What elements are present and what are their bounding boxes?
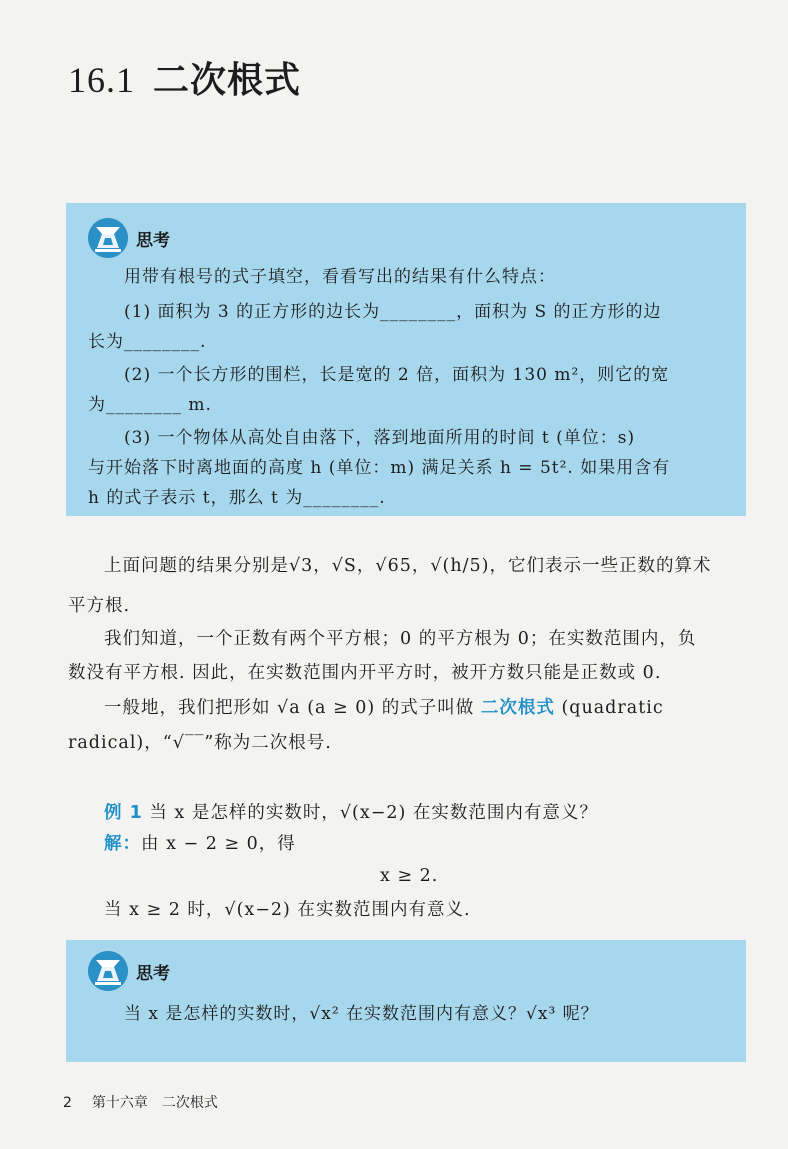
thinker-icon — [88, 218, 128, 258]
think-q1-line1: (1) 面积为 3 的正方形的边长为________，面积为 S 的正方形的边 — [124, 302, 662, 322]
para-2-line1: 我们知道，一个正数有两个平方根；0 的平方根为 0；在实数范围内，负 — [104, 629, 697, 649]
solution-result: x ≥ 2. — [380, 866, 439, 886]
think-box-1 — [66, 203, 746, 516]
para-1-line1: 上面问题的结果分别是√3，√S，√65，√(h/5)，它们表示一些正数的算术 — [104, 556, 712, 576]
para-1-line2: 平方根. — [68, 596, 131, 616]
think-q3-line1: (3) 一个物体从高处自由落下，落到地面所用的时间 t (单位：s) — [124, 428, 636, 448]
solution-label: 解： — [104, 834, 141, 854]
thinker-icon — [88, 951, 128, 991]
page-number: 2 — [63, 1095, 72, 1111]
para-3-pre: 一般地，我们把形如 √a (a ≥ 0) 的式子叫做 — [104, 698, 475, 718]
solution-text: 由 x − 2 ≥ 0，得 — [141, 834, 296, 854]
think-q3-line2: 与开始落下时离地面的高度 h (单位：m) 满足关系 h = 5t². 如果用含有 — [88, 458, 671, 478]
think-q2-line2: 为________ m. — [88, 395, 212, 415]
solution-conclusion: 当 x ≥ 2 时，√(x−2) 在实数范围内有意义. — [104, 900, 471, 920]
para-3-post: (quadratic — [561, 698, 664, 718]
think-header-2 — [88, 950, 170, 992]
section-title — [68, 52, 301, 103]
section-number: 16.1 — [68, 60, 135, 100]
chapter-number: 第十六章 — [91, 1095, 148, 1111]
example-question-text: 当 x 是怎样的实数时，√(x−2) 在实数范围内有意义？ — [149, 803, 598, 823]
think-intro: 用带有根号的式子填空，看看写出的结果有什么特点： — [124, 267, 556, 287]
think-label: 思考 — [136, 230, 170, 251]
example-label: 例 1 — [104, 803, 143, 823]
think-q1-line2: 长为________. — [88, 332, 207, 352]
para-2-line2: 数没有平方根. 因此，在实数范围内开平方时，被开方数只能是正数或 0. — [68, 663, 662, 683]
think-box-2 — [66, 940, 746, 1062]
chapter-title: 二次根式 — [161, 1095, 218, 1111]
example-solution — [104, 826, 748, 862]
term-quadratic-radical: 二次根式 — [480, 698, 555, 718]
page-footer — [63, 1092, 218, 1112]
section-name: 二次根式 — [153, 60, 302, 101]
para-3-line1 — [104, 690, 748, 726]
think-header — [88, 217, 170, 259]
think-q2-line1: (2) 一个长方形的围栏，长是宽的 2 倍，面积为 130 m²，则它的宽 — [124, 365, 670, 385]
para-3-line2: radical)，“√‾‾”称为二次根号. — [68, 733, 332, 753]
think-label-2: 思考 — [136, 963, 170, 984]
think-2-question: 当 x 是怎样的实数时，√x² 在实数范围内有意义？√x³ 呢？ — [124, 1004, 599, 1024]
think-q3-line3: h 的式子表示 t，那么 t 为________. — [88, 488, 386, 508]
